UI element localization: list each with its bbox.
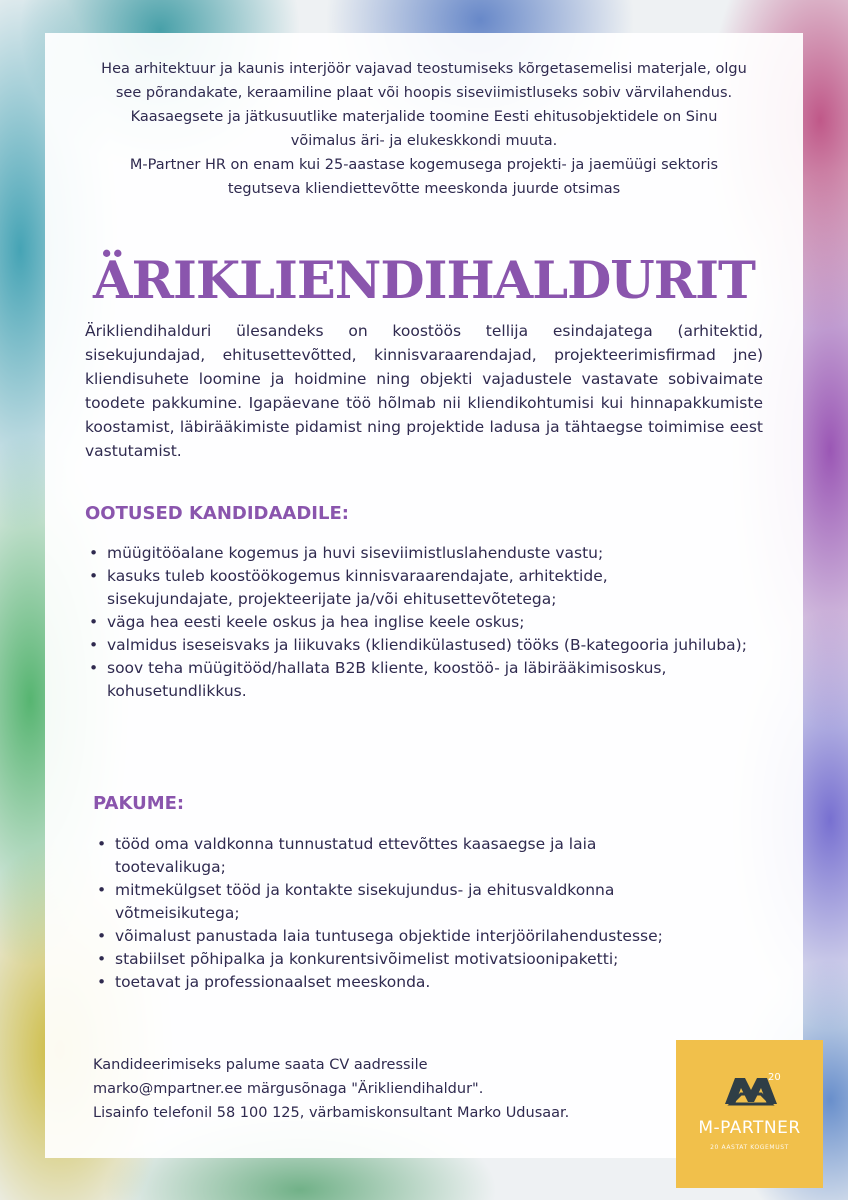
intro-line: Kaasaegsete ja jätkusuutlike materjalide toomine Eesti ehitusobjektidele on Sinu	[130, 109, 718, 125]
job-description: Ärikliendihalduri ülesandeks on koostöös tellija esindajatega (arhitektid, sisekujundajad, ehitusettevõtted, kinnisvaraarendajad, projekteerimisfirmad jne) kliendisuhete loomine ja hoidmine ning objekti vajadustele vastavate sobivaimate toodete pakkumine. Igapäevane töö hõlmab nii kliendikohtumisi kui hinnapakkumiste koostamist, läbirääkimiste pidamist ning projektide ladusa ja tähtaegse toimimise eest vastutamist.	[85, 322, 763, 460]
m-partner-logo-icon	[721, 1070, 781, 1112]
intro-line: M-Partner HR on enam kui 25-aastase kogemusega projekti- ja jaemüügi sektoris	[129, 157, 719, 173]
intro-text	[45, 57, 803, 201]
expectations-title: OOTUSED KANDIDAADILE:	[85, 503, 349, 524]
logo-name: M-PARTNER	[698, 1118, 801, 1138]
list-item: • väga hea eesti keele oskus ja hea inglise keele oskus;	[85, 611, 775, 634]
content-panel	[45, 33, 803, 1158]
list-item: • tööd oma valdkonna tunnustatud ettevõttes kaasaegse ja laia tootevalikuga;	[93, 833, 675, 879]
list-item: • müügitööalane kogemus ja huvi siseviimistluslahenduste vastu;	[85, 542, 775, 565]
contact-info	[93, 1053, 673, 1125]
list-item: • valmidus iseseisvaks ja liikuvaks (kliendikülastused) tööks (B-kategooria juhiluba);	[85, 634, 747, 657]
logo-badge: 20	[768, 1072, 781, 1083]
intro-line: võimalus äri- ja elukeskkondi muuta.	[290, 133, 558, 149]
offer-list	[93, 833, 773, 994]
contact-email-line[interactable]: marko@mpartner.ee märgusõnaga "Ärikliendihaldur".	[93, 1081, 484, 1097]
expectations-list	[85, 542, 775, 703]
offer-title: PAKUME:	[93, 793, 185, 814]
list-item: • mitmekülgset tööd ja kontakte sisekujundus- ja ehitusvaldkonna võtmeisikutega;	[93, 879, 695, 925]
intro-line: tegutseva kliendiettevõtte meeskonda juurde otsimas	[227, 181, 621, 197]
contact-phone-line: Lisainfo telefonil 58 100 125, värbamiskonsultant Marko Udusaar.	[93, 1105, 570, 1121]
contact-line: Kandideerimiseks palume saata CV aadressile	[93, 1057, 428, 1073]
job-title-headline: ÄRIKLIENDIHALDURIT	[93, 251, 755, 311]
list-item: • võimalust panustada laia tuntusega objektide interjöörilahendustesse;	[93, 925, 773, 948]
list-item: • soov teha müügitööd/hallata B2B kliente, koostöö- ja läbirääkimisoskus, kohusetundlikkus.	[85, 657, 777, 703]
m-partner-logo	[676, 1040, 823, 1188]
intro-line: Hea arhitektuur ja kaunis interjöör vajavad teostumiseks kõrgetasemelisi materjale, olgu	[101, 61, 747, 77]
list-item: • kasuks tuleb koostöökogemus kinnisvaraarendajate, arhitektide, sisekujundajate, projekteerijate ja/või ehitusettevõtetega;	[85, 565, 667, 611]
intro-line: see põrandakate, keraamiline plaat või hoopis siseviimistluseks sobiv värvilahendus.	[115, 85, 733, 101]
logo-tagline: 20 AASTAT KOGEMUST	[710, 1144, 789, 1151]
list-item: • toetavat ja professionaalset meeskonda.	[93, 971, 773, 994]
list-item: • stabiilset põhipalka ja konkurentsivõimelist motivatsioonipaketti;	[93, 948, 773, 971]
